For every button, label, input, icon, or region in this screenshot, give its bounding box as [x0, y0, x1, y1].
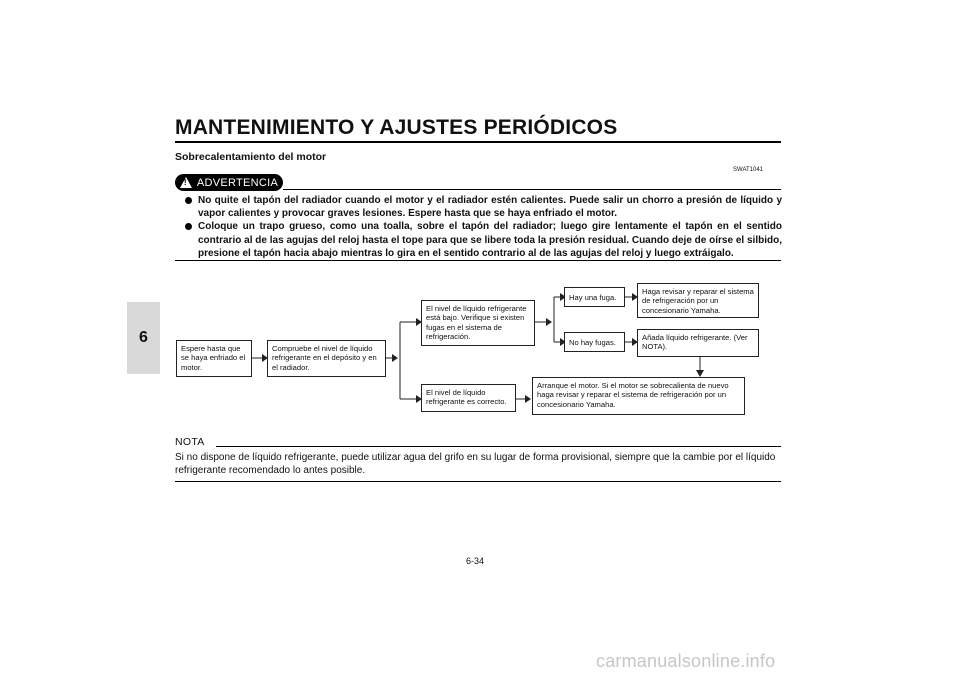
- flow-box-low: El nivel de líquido refrigerante está bajo. Verifique si existen fugas en el sistema de refrigeración.: [421, 300, 535, 346]
- section-title: Sobrecalentamiento del motor: [175, 151, 327, 163]
- warning-item: Coloque un trapo grueso, como una toalla, sobre el tapón del radiador; luego gire lentamente el tapón en el sentido contrario al de las agujas del reloj hasta el tope para que se libere toda la presión residual. Cuando deje de oírse el silbido, presione el tapón hacia abajo mientras lo gira en el sentido contrario al de las agujas del reloj y luego extráigalo.: [184, 220, 782, 260]
- arrowhead: [546, 318, 552, 326]
- arrowhead: [525, 395, 531, 403]
- page-number: 6-34: [466, 556, 485, 566]
- flow-box-start: Arranque el motor. Si el motor se sobrecalienta de nuevo haga revisar y reparar el sistema de refrigeración por un concesionario Yamaha.: [532, 377, 745, 415]
- nota-rule-bottom: [175, 481, 781, 482]
- nota-rule-top: [216, 446, 781, 447]
- warning-item: No quite el tapón del radiador cuando el motor y el radiador estén calientes. Puede salir un chorro a presión de líquido y vapor calientes y provocar graves lesiones. Espere hasta que se haya enfriado el motor.: [184, 194, 782, 220]
- flow-box-add: Añada líquido refrigerante. (Ver NOTA).: [637, 329, 759, 357]
- arrowhead: [392, 354, 398, 362]
- flow-box-noleak: No hay fugas.: [564, 332, 625, 352]
- flow-box-leak: Hay una fuga.: [564, 287, 625, 307]
- arrowhead: [696, 370, 704, 377]
- nota-label: NOTA: [175, 436, 205, 448]
- warning-label: ADVERTENCIA: [196, 176, 279, 189]
- page-title: MANTENIMIENTO Y AJUSTES PERIÓDICOS: [175, 116, 618, 139]
- flow-box-correct: El nivel de líquido refrigerante es correcto.: [421, 384, 516, 412]
- section-code: SWAT1041: [733, 167, 764, 173]
- flow-box-check: Compruebe el nivel de líquido refrigerante en el depósito y en el radiador.: [267, 340, 386, 377]
- flow-box-wait: Espere hasta que se haya enfriado el motor.: [176, 340, 252, 377]
- chapter-tab: 6: [127, 302, 160, 374]
- nota-text: Si no dispone de líquido refrigerante, puede utilizar agua del grifo en su lugar de forma provisional, siempre que la cambie por el líquido refrigerante recomendado lo antes posible.: [175, 452, 776, 477]
- flow-box-repair: Haga revisar y reparar el sistema de refrigeración por un concesionario Yamaha.: [637, 283, 759, 318]
- watermark: carmanualsonline.info: [596, 651, 776, 671]
